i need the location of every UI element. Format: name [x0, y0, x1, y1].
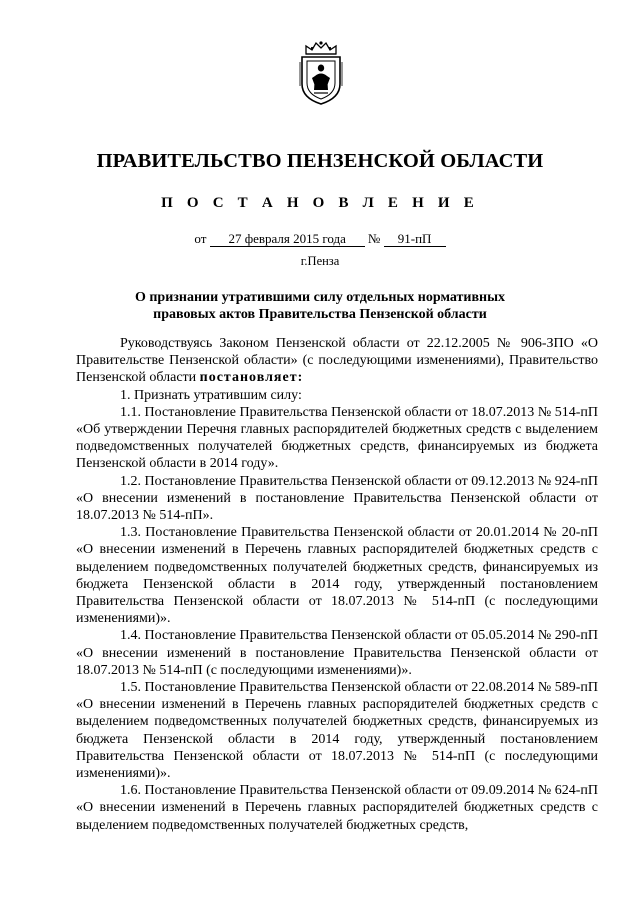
- document-number: 91-пП: [384, 231, 446, 247]
- document-body: [76, 335, 598, 834]
- document-type-title: П О С Т А Н О В Л Е Н И Е: [161, 195, 479, 211]
- government-title: ПРАВИТЕЛЬСТВО ПЕНЗЕНСКОЙ ОБЛАСТИ: [96, 150, 544, 172]
- preamble-resolves: постановляет:: [199, 370, 304, 386]
- document-subject: [0, 289, 640, 323]
- subject-line-2: правовых актов Правительства Пензенской области: [153, 307, 487, 322]
- city-name: г.Пенза: [300, 254, 340, 268]
- preamble-text: Руководствуясь Законом Пензенской области от 22.12.2005 № 906-ЗПО «О Правительстве Пензенской области» (с последующими изменениями), Правительство Пензенской области: [76, 336, 598, 386]
- date-number-line: [0, 231, 640, 247]
- item-1-2: 1.2. Постановление Правительства Пензенской области от 09.12.2013 № 924-пП «О внесении изменений в постановление Правительства Пензенской области от 18.07.2013 № 514-пП».: [76, 473, 598, 524]
- item-1-4: 1.4. Постановление Правительства Пензенской области от 05.05.2014 № 290-пП «О внесении изменений в постановление Правительства Пензенской области от 18.07.2013 № 514-пП (с последующими изменениями)».: [76, 628, 598, 678]
- item-1: 1. Признать утратившим силу:: [120, 387, 302, 403]
- item-1-1: 1.1. Постановление Правительства Пензенской области от 18.07.2013 № 514-пП «Об утверждении Перечня главных распорядителей бюджетных средств с выделением подведомственных получателей бюджетных средств, финансируемых из бюджета Пензенской области в 2014 году».: [76, 404, 598, 472]
- item-1-3: 1.3. Постановление Правительства Пензенской области от 20.01.2014 № 20-пП «О внесении изменений в Перечень главных распорядителей бюджетных средств с выделением подведомственных получателей бюджетных средств, финансируемых из бюджета Пензенской области в 2014 году, утвержденный постановлением Правительства Пензенской области от 18.07.2013 № 514-пП (с последующими изменениями)».: [76, 525, 598, 627]
- item-1-6: 1.6. Постановление Правительства Пензенской области от 09.09.2014 № 624-пП «О внесении изменений в Перечень главных распорядителей бюджетных средств с выделением подведомственных получателей бюджетных средств,: [76, 783, 598, 833]
- number-prefix: №: [367, 231, 381, 246]
- date-prefix: от: [194, 231, 207, 246]
- document-date: 27 февраля 2015 года: [210, 231, 365, 247]
- preamble-paragraph: [76, 335, 598, 387]
- item-1-5: 1.5. Постановление Правительства Пензенской области от 22.08.2014 № 589-пП «О внесении изменений в Перечень главных распорядителей бюджетных средств с выделением подведомственных получателей бюджетных средств, финансируемых из бюджета Пензенской области в 2014 году, утвержденный постановлением Правительства Пензенской области от 18.07.2013 № 514-пП (с последующими изменениями)».: [76, 680, 598, 782]
- coat-of-arms-icon: [298, 40, 344, 106]
- subject-line-1: О признании утратившими силу отдельных нормативных: [134, 290, 506, 305]
